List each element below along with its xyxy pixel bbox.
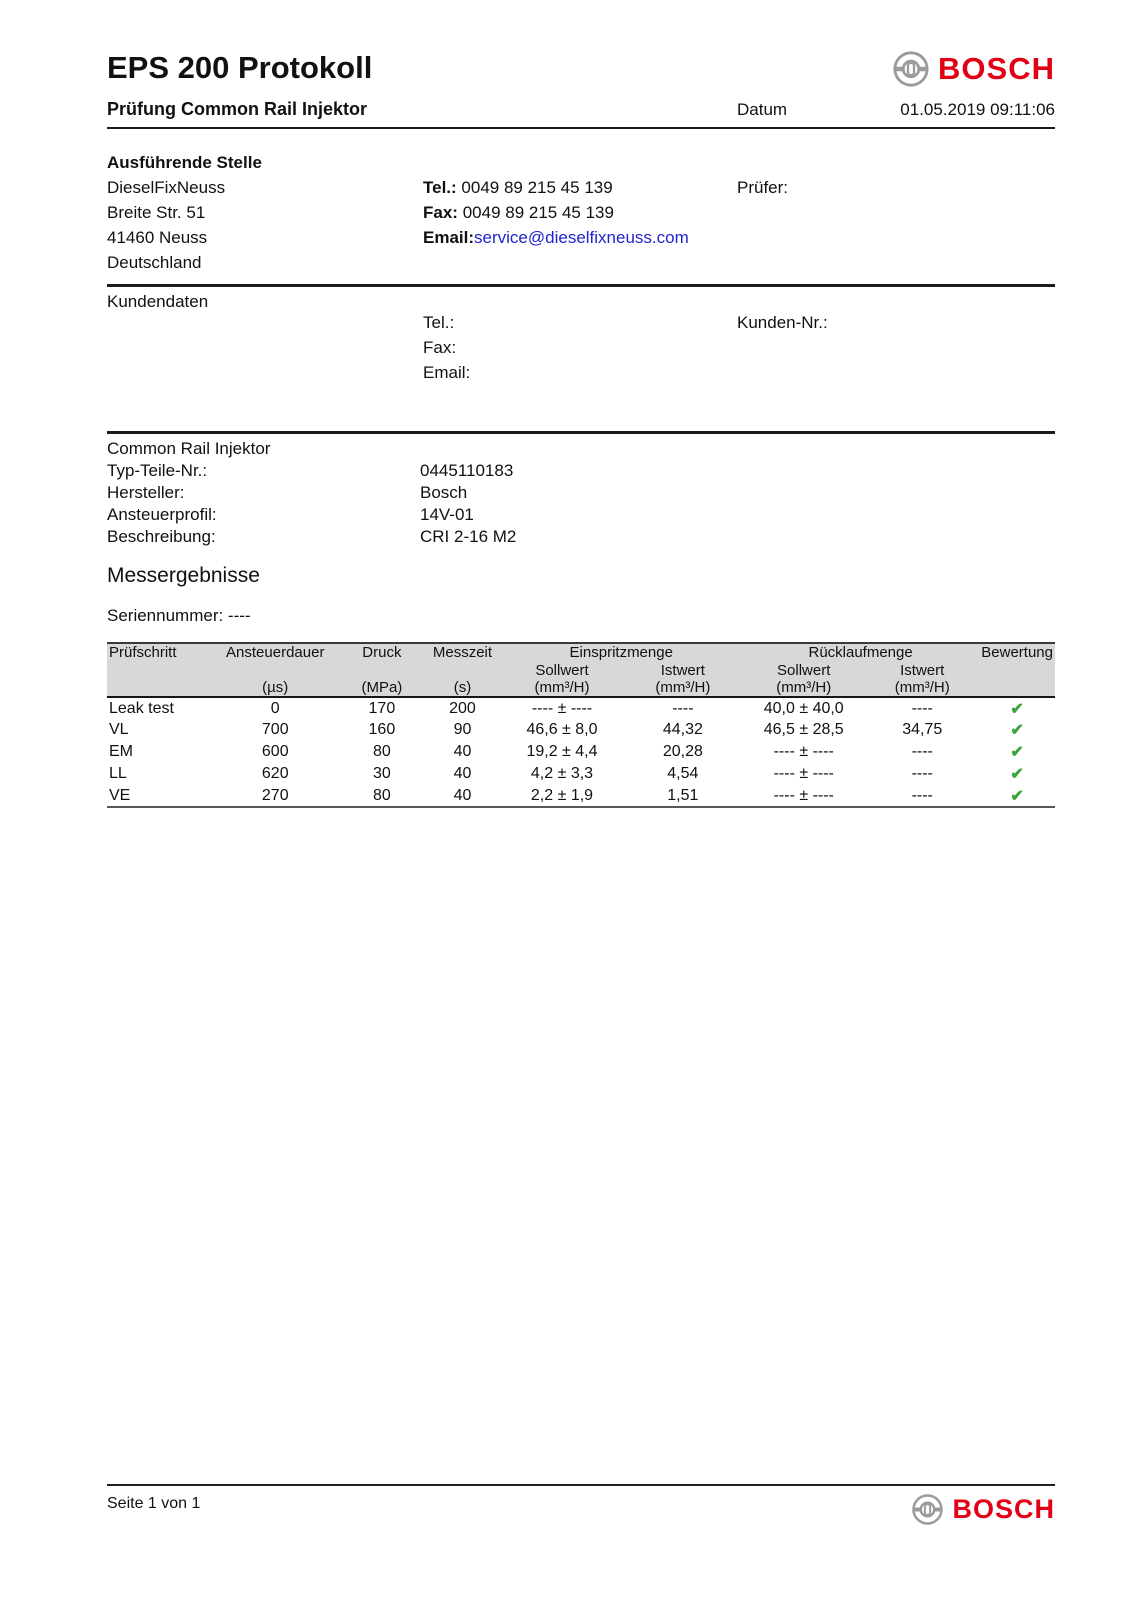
date-cell bbox=[737, 100, 1055, 120]
email-link[interactable]: service@dieselfixneuss.com bbox=[474, 228, 689, 247]
pass-check-icon: ✔ bbox=[1010, 766, 1024, 783]
bosch-wordmark: BOSCH bbox=[938, 51, 1055, 86]
table-row bbox=[107, 785, 1055, 807]
col-header-ruecklaufmenge: Rücklaufmenge bbox=[742, 643, 979, 661]
cell-step: LL bbox=[109, 765, 127, 782]
col-header-druck: Druck bbox=[339, 643, 424, 661]
customer-heading-block bbox=[107, 290, 423, 385]
detail-value: CRI 2-16 M2 bbox=[420, 527, 517, 546]
address-line: DieselFixNeuss bbox=[107, 178, 226, 197]
section-heading: Common Rail Injektor bbox=[107, 439, 271, 458]
table-header-row bbox=[107, 643, 1055, 661]
cell-einspritz-ist: ---- bbox=[672, 699, 694, 717]
bosch-armature-icon bbox=[911, 1493, 944, 1526]
executing-office-block bbox=[107, 151, 423, 275]
seriennummer: Seriennummer: ---- bbox=[107, 606, 251, 625]
cell-druck: 80 bbox=[372, 786, 391, 804]
cell-ruecklauf-ist: ---- bbox=[911, 699, 933, 717]
kunden-nr-label: Kunden-Nr.: bbox=[737, 313, 828, 332]
col-header-bewertung: Bewertung bbox=[979, 643, 1055, 661]
page-title: EPS 200 Protokoll bbox=[107, 50, 373, 85]
section-heading: Kundendaten bbox=[107, 292, 209, 311]
cell-ruecklauf-ist: 34,75 bbox=[902, 721, 943, 738]
pass-check-icon: ✔ bbox=[1010, 787, 1024, 805]
subheader-istwert: Istwert bbox=[624, 661, 743, 679]
unit-messzeit: (s) bbox=[425, 679, 501, 697]
subheader-sollwert: Sollwert bbox=[500, 661, 623, 679]
unit-ansteuerdauer: (µs) bbox=[211, 679, 339, 697]
cell-druck: 80 bbox=[372, 743, 391, 760]
unit-menge: (mm³/H) bbox=[865, 679, 979, 697]
contact-block bbox=[423, 151, 737, 275]
cell-einspritz-ist: 20,28 bbox=[662, 743, 703, 760]
table-row bbox=[107, 719, 1055, 741]
address-line: 41460 Neuss bbox=[107, 228, 208, 247]
pass-check-icon: ✔ bbox=[1010, 700, 1024, 718]
cell-step: VL bbox=[109, 721, 129, 738]
pass-check-icon: ✔ bbox=[1010, 722, 1024, 739]
section-injektor bbox=[107, 434, 1055, 626]
results-table bbox=[107, 642, 1055, 808]
tel-label: Tel.: bbox=[423, 178, 457, 197]
cell-druck: 170 bbox=[368, 699, 396, 717]
cell-ruecklauf-soll: ---- ± ---- bbox=[773, 765, 834, 782]
col-header-messzeit: Messzeit bbox=[425, 643, 501, 661]
col-header-pruefschritt: Prüfschritt bbox=[107, 643, 211, 661]
customer-number-block bbox=[737, 290, 1055, 385]
unit-menge: (mm³/H) bbox=[500, 679, 623, 697]
table-subheader-row bbox=[107, 661, 1055, 679]
detail-label: Ansteuerprofil: bbox=[107, 505, 217, 524]
detail-label: Typ-Teile-Nr.: bbox=[107, 461, 208, 480]
pruefer-block bbox=[737, 151, 1055, 275]
cell-einspritz-soll: 4,2 ± 3,3 bbox=[530, 765, 594, 782]
header bbox=[107, 0, 1055, 88]
detail-label: Hersteller: bbox=[107, 483, 185, 502]
cell-einspritz-ist: 44,32 bbox=[662, 721, 703, 738]
cell-ruecklauf-ist: ---- bbox=[911, 743, 933, 760]
unit-druck: (MPa) bbox=[339, 679, 424, 697]
section-kundendaten bbox=[107, 287, 1055, 431]
cell-ansteuerdauer: 270 bbox=[261, 786, 289, 804]
fax-value: 0049 89 215 45 139 bbox=[462, 203, 614, 222]
cell-einspritz-soll: 46,6 ± 8,0 bbox=[526, 721, 598, 738]
customer-contact-block bbox=[423, 290, 737, 385]
pruefer-label: Prüfer: bbox=[737, 178, 789, 197]
subheader-sollwert: Sollwert bbox=[742, 661, 865, 679]
table-units-row bbox=[107, 679, 1055, 697]
col-header-ansteuerdauer: Ansteuerdauer bbox=[211, 643, 339, 661]
cell-step: EM bbox=[109, 743, 133, 760]
bosch-armature-icon bbox=[892, 50, 930, 88]
cell-ruecklauf-soll: 40,0 ± 40,0 bbox=[763, 699, 844, 717]
unit-menge: (mm³/H) bbox=[624, 679, 743, 697]
address-line: Breite Str. 51 bbox=[107, 203, 206, 222]
cell-messzeit: 90 bbox=[453, 721, 472, 738]
cell-ansteuerdauer: 700 bbox=[261, 721, 289, 738]
bosch-logo bbox=[892, 50, 1055, 88]
cell-ansteuerdauer: 0 bbox=[270, 699, 280, 717]
unit-menge: (mm³/H) bbox=[742, 679, 865, 697]
cell-druck: 160 bbox=[368, 721, 396, 738]
table-row bbox=[107, 763, 1055, 785]
col-header-einspritzmenge: Einspritzmenge bbox=[500, 643, 742, 661]
messergebnisse-heading: Messergebnisse bbox=[107, 564, 260, 587]
email-label: Email: bbox=[423, 228, 475, 247]
cell-messzeit: 40 bbox=[453, 743, 472, 760]
detail-value: 14V-01 bbox=[420, 505, 474, 524]
cell-einspritz-soll: 2,2 ± 1,9 bbox=[530, 786, 594, 804]
email-label: Email: bbox=[423, 363, 471, 382]
section-heading: Ausführende Stelle bbox=[107, 153, 262, 172]
cell-ansteuerdauer: 600 bbox=[261, 743, 289, 760]
fax-line bbox=[423, 200, 737, 225]
cell-step: VE bbox=[109, 786, 131, 804]
injector-details bbox=[107, 438, 1055, 548]
subtitle-row bbox=[107, 99, 1055, 120]
cell-einspritz-soll: ---- ± ---- bbox=[531, 699, 593, 717]
email-line bbox=[423, 225, 737, 250]
cell-messzeit: 40 bbox=[453, 765, 472, 782]
cell-ansteuerdauer: 620 bbox=[261, 765, 289, 782]
page-number: Seite 1 von 1 bbox=[107, 1495, 201, 1512]
cell-ruecklauf-ist: ---- bbox=[911, 786, 933, 804]
cell-ruecklauf-soll: 46,5 ± 28,5 bbox=[763, 721, 844, 738]
table-row bbox=[107, 741, 1055, 763]
tel-value: 0049 89 215 45 139 bbox=[461, 178, 613, 197]
cell-step: Leak test bbox=[109, 699, 174, 717]
cell-einspritz-ist: 1,51 bbox=[667, 786, 699, 804]
cell-einspritz-soll: 19,2 ± 4,4 bbox=[526, 743, 598, 760]
date-value: 01.05.2019 09:11:06 bbox=[900, 100, 1055, 119]
address-line: Deutschland bbox=[107, 253, 202, 272]
fax-label: Fax: bbox=[423, 203, 458, 222]
date-label: Datum bbox=[737, 100, 788, 119]
cell-messzeit: 200 bbox=[449, 699, 476, 717]
detail-label: Beschreibung: bbox=[107, 527, 216, 546]
table-row bbox=[107, 697, 1055, 719]
pass-check-icon: ✔ bbox=[1010, 744, 1024, 761]
tel-label: Tel.: bbox=[423, 313, 455, 332]
section-ausfuehrende-stelle bbox=[107, 129, 1055, 275]
fax-label: Fax: bbox=[423, 338, 457, 357]
cell-messzeit: 40 bbox=[453, 786, 472, 804]
bosch-wordmark: BOSCH bbox=[952, 1494, 1055, 1524]
detail-value: Bosch bbox=[420, 483, 468, 502]
cell-einspritz-ist: 4,54 bbox=[667, 765, 699, 782]
cell-ruecklauf-ist: ---- bbox=[911, 765, 933, 782]
subheader-istwert: Istwert bbox=[865, 661, 979, 679]
tel-line bbox=[423, 175, 737, 200]
bosch-logo bbox=[911, 1493, 1055, 1526]
footer bbox=[107, 1484, 1055, 1526]
document-subtitle: Prüfung Common Rail Injektor bbox=[107, 99, 368, 119]
cell-ruecklauf-soll: ---- ± ---- bbox=[773, 786, 834, 804]
cell-druck: 30 bbox=[372, 765, 391, 782]
detail-value: 0445110183 bbox=[420, 461, 514, 480]
cell-ruecklauf-soll: ---- ± ---- bbox=[773, 743, 834, 760]
